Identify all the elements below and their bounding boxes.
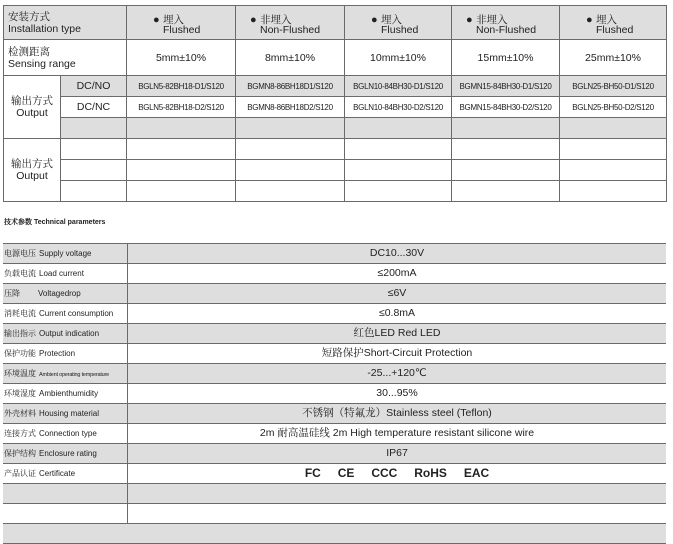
param-value: DC10...30V (127, 244, 666, 263)
param-row-voltage-drop: 压降 Voltagedrop ≤6V (3, 283, 666, 303)
installation-type-label: 安装方式 Installation type (4, 6, 127, 40)
param-value: ≤0.8mA (127, 304, 666, 323)
output-type-no: DC/NO (61, 76, 127, 97)
param-row-ambient-temperature: 环境温度 Ambient operating temperature -25...+120℃ (3, 363, 666, 383)
empty-cell (127, 160, 236, 181)
output-row-nc (4, 97, 667, 118)
empty-cell (61, 181, 127, 202)
output2-row-3 (4, 181, 667, 202)
model-code: BGLN25-BH50-D1/S120 (560, 76, 667, 97)
sensing-value: 8mm±10% (236, 40, 345, 76)
empty-cell (236, 118, 345, 139)
empty-cell (61, 118, 127, 139)
installation-col-4: ● 非埋入 Non-Flushed (452, 6, 560, 40)
empty-cell (127, 118, 236, 139)
param-row-certificate: 产品认证 Certificate FC CE CCC RoHS EAC (3, 463, 666, 483)
param-row-load-current: 负载电流 Load current ≤200mA (3, 263, 666, 283)
installation-col-3: ● 埋入 Flushed (345, 6, 452, 40)
empty-cell (452, 118, 560, 139)
param-row-ambient-humidity: 环境湿度 Ambienthumidity 30...95% (3, 383, 666, 403)
output2-row-1 (4, 139, 667, 160)
param-value: 不锈钢（特氟龙）Stainless steel (Teflon) (127, 404, 666, 423)
model-code: BGLN10-84BH30-D2/S120 (345, 97, 452, 118)
bullet-icon: ● (371, 14, 378, 26)
empty-cell (560, 181, 667, 202)
empty-cell (560, 118, 667, 139)
output-row-no (4, 76, 667, 97)
output-type-nc: DC/NC (61, 97, 127, 118)
installation-type-row (4, 6, 667, 40)
model-table (3, 5, 667, 202)
param-value: ≤200mA (127, 264, 666, 283)
installation-col-2: ● 非埋入 Non-Flushed (236, 6, 345, 40)
empty-cell (61, 160, 127, 181)
bullet-icon: ● (466, 14, 473, 26)
empty-cell (236, 160, 345, 181)
certificate-logos (127, 464, 666, 483)
param-row-current-consumption: 消耗电流 Current consumption ≤0.8mA (3, 303, 666, 323)
empty-cell (345, 118, 452, 139)
output-label: 输出方式 Output (4, 76, 61, 139)
param-row-housing-material: 外壳材料 Housing material 不锈钢（特氟龙）Stainless steel (Teflon) (3, 403, 666, 423)
rohs-mark-icon: RoHS (414, 466, 447, 480)
tech-params-table (3, 243, 666, 544)
empty-cell (236, 139, 345, 160)
model-code: BGLN10-84BH30-D1/S120 (345, 76, 452, 97)
empty-cell (560, 139, 667, 160)
model-code: BGLN25-BH50-D2/S120 (560, 97, 667, 118)
param-value: 短路保护Short-Circuit Protection (127, 344, 666, 363)
param-row-protection: 保护功能 Protection 短路保护Short-Circuit Protection (3, 343, 666, 363)
param-row-empty (3, 503, 666, 523)
installation-col-5: ● 埋入 Flushed (560, 6, 667, 40)
fc-mark-icon: FC (304, 466, 321, 480)
sensing-range-row (4, 40, 667, 76)
param-value: 30...95% (127, 384, 666, 403)
sensing-value: 25mm±10% (560, 40, 667, 76)
installation-col-1: ● 埋入 Flushed (127, 6, 236, 40)
param-value: IP67 (127, 444, 666, 463)
model-code: BGMN15-84BH30-D2/S120 (452, 97, 560, 118)
param-row-output-indication: 输出指示 Output indication 红色LED Red LED (3, 323, 666, 343)
empty-cell (127, 139, 236, 160)
model-code: BGMN8-86BH18D1/S120 (236, 76, 345, 97)
output2-row-2 (4, 160, 667, 181)
bullet-icon: ● (153, 14, 160, 26)
output-row-empty (4, 118, 667, 139)
bullet-icon: ● (586, 14, 593, 26)
param-value: 2m 耐高温硅线 2m High temperature resistant silicone wire (127, 424, 666, 443)
empty-cell (452, 139, 560, 160)
empty-cell (452, 181, 560, 202)
output-label-2: 输出方式 Output (4, 139, 61, 202)
empty-cell (345, 160, 452, 181)
ce-mark-icon: CE (337, 466, 355, 480)
empty-cell (345, 139, 452, 160)
param-row-supply-voltage: 电源电压 Supply voltage DC10...30V (3, 243, 666, 263)
model-code: BGLN5-82BH18-D2/S120 (127, 97, 236, 118)
model-code: BGLN5-82BH18-D1/S120 (127, 76, 236, 97)
sensing-range-label: 检测距离 Sensing range (4, 40, 127, 76)
param-value: ≤6V (127, 284, 666, 303)
tech-params-title: 技术参数 Technical parameters (4, 219, 106, 226)
sensing-value: 15mm±10% (452, 40, 560, 76)
model-code: BGMN15-84BH30-D1/S120 (452, 76, 560, 97)
param-row-enclosure-rating: 保护结构 Enclosure rating IP67 (3, 443, 666, 463)
empty-cell (345, 181, 452, 202)
sensing-value: 5mm±10% (127, 40, 236, 76)
param-value: -25...+120℃ (127, 364, 666, 383)
empty-cell (560, 160, 667, 181)
empty-cell (452, 160, 560, 181)
empty-cell (127, 181, 236, 202)
sensing-value: 10mm±10% (345, 40, 452, 76)
param-row-empty (3, 483, 666, 503)
bullet-icon: ● (250, 14, 257, 26)
param-value: 红色LED Red LED (127, 324, 666, 343)
ccc-mark-icon: CCC (371, 466, 398, 480)
eac-mark-icon: EAC (463, 466, 490, 480)
param-row-connection-type: 连接方式 Connection type 2m 耐高温硅线 2m High temperature resistant silicone wire (3, 423, 666, 443)
model-code: BGMN8-86BH18D2/S120 (236, 97, 345, 118)
empty-cell (61, 139, 127, 160)
empty-cell (236, 181, 345, 202)
